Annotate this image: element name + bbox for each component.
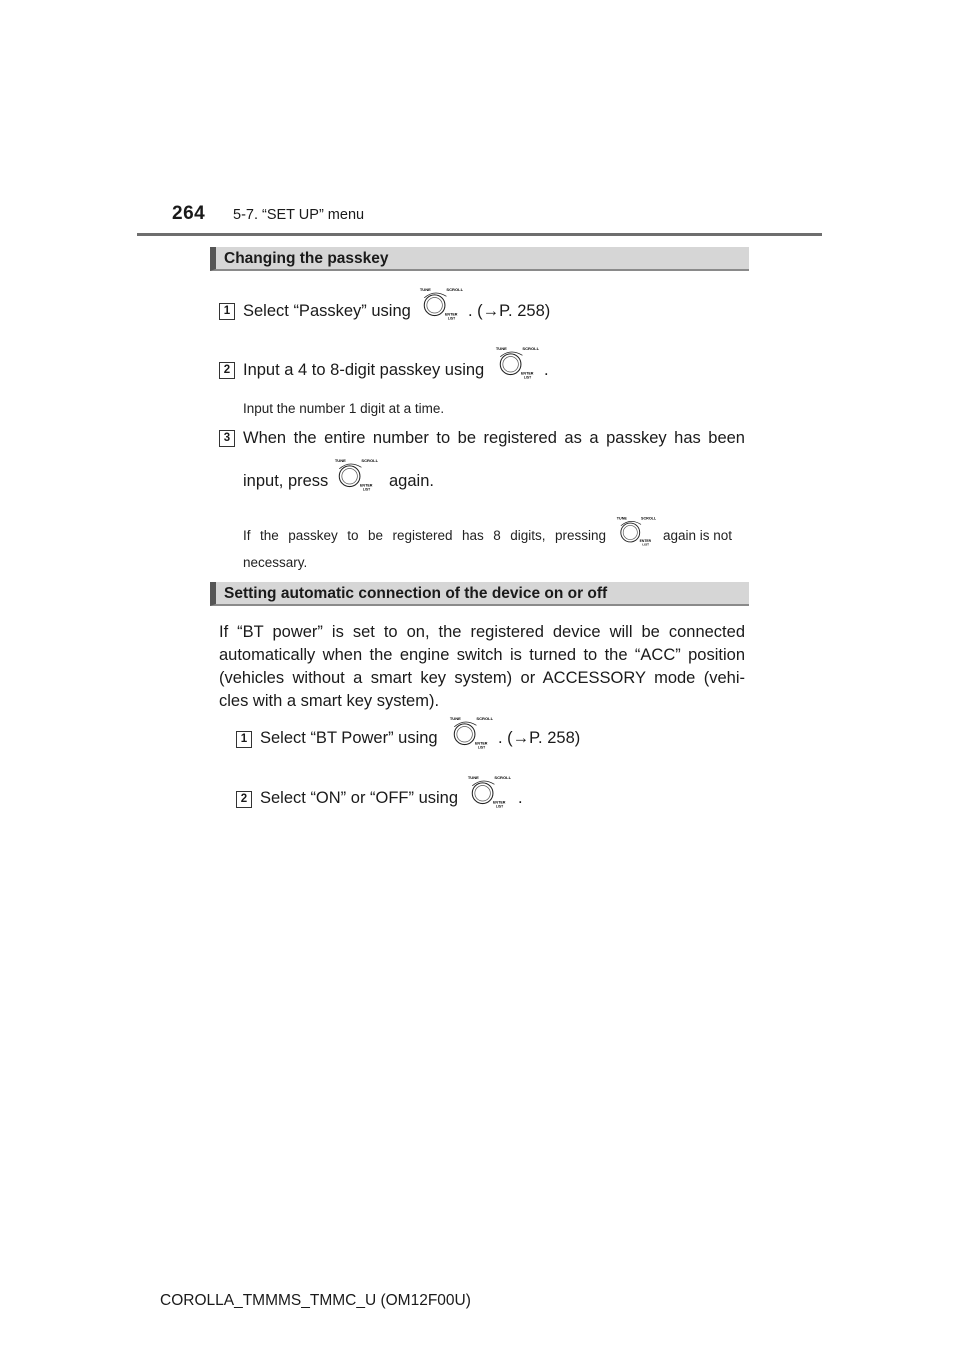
passkey-section-title: Changing the passkey (224, 250, 389, 267)
footer-document-code: COROLLA_TMMMS_TMMC_U (OM12F00U) (160, 1292, 471, 1309)
tune-scroll-knob-icon (615, 515, 659, 546)
auto-step-1-text: Select “BT Power” using (260, 729, 438, 747)
tune-scroll-knob-icon (448, 715, 496, 749)
passkey-step-3-number: 3 (219, 430, 235, 447)
page-number: 264 (172, 203, 206, 224)
passkey-step-2-note: Input the number 1 digit at a time. (243, 401, 445, 416)
auto-connect-paragraph (219, 621, 745, 713)
tune-scroll-knob-icon (494, 345, 542, 379)
passkey-step-3-note-again: again is not (663, 528, 733, 543)
passkey-section-bar (210, 247, 749, 271)
passkey-step-3-note-line-1: If the passkey to be registered has 8 digits, pressing (243, 528, 606, 543)
passkey-step-1-text: Select “Passkey” using (243, 302, 411, 320)
auto-connect-section-title: Setting automatic connection of the device on or off (224, 585, 608, 602)
section-title: 5-7. “SET UP” menu (233, 207, 365, 223)
passkey-step-3-line-2: input, press (243, 472, 329, 490)
paragraph-line: If “BT power” is set to on, the registered device will be connected (219, 623, 745, 641)
tune-scroll-knob-icon (418, 286, 466, 320)
passkey-step-2-end: . (544, 361, 549, 379)
auto-step-2-end: . (518, 789, 523, 807)
header-rule (137, 233, 822, 236)
auto-step-1-ref: . (→P. 258) (498, 729, 581, 747)
auto-step-1-number: 1 (236, 731, 252, 748)
tune-scroll-knob-icon (466, 774, 514, 808)
paragraph-line: automatically when the engine switch is turned to the “ACC” position (219, 646, 745, 664)
passkey-step-1-ref: . (→P. 258) (468, 302, 551, 320)
auto-connect-section-bar (210, 582, 749, 606)
auto-step-2-text: Select “ON” or “OFF” using (260, 789, 459, 807)
paragraph-line: (vehicles without a smart key system) or ACCESSORY mode (vehi- (219, 669, 745, 687)
passkey-step-3-line-1: When the entire number to be registered as a passkey has been (243, 429, 745, 447)
passkey-step-2-number: 2 (219, 362, 235, 379)
passkey-step-2-text: Input a 4 to 8-digit passkey using (243, 361, 485, 379)
passkey-step-3-again: again. (389, 472, 434, 490)
passkey-step-3-note-line-2: necessary. (243, 555, 308, 570)
paragraph-line: cles with a smart key system). (219, 692, 440, 710)
passkey-step-1-number: 1 (219, 303, 235, 320)
tune-scroll-knob-icon (333, 457, 381, 491)
auto-step-2-number: 2 (236, 791, 252, 808)
